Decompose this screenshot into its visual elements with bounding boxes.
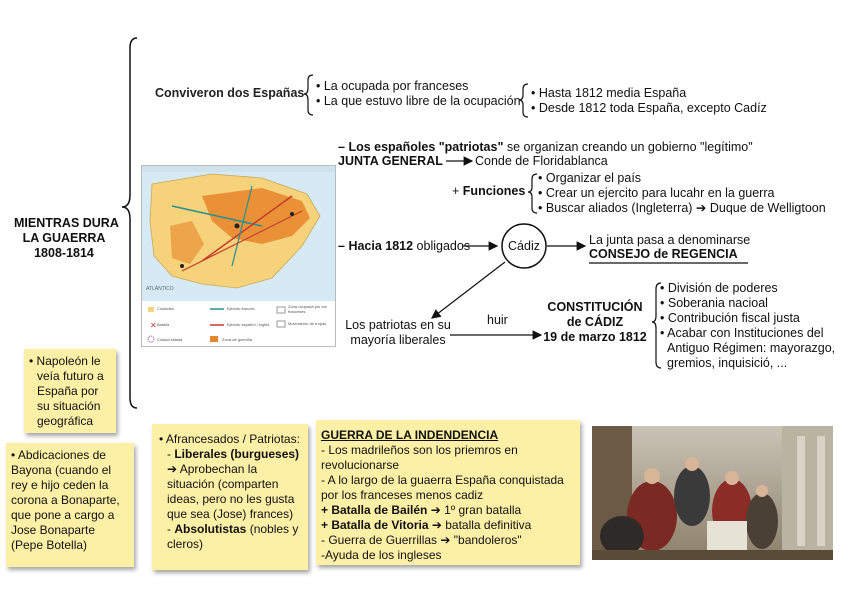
patriotas-line: – Los españoles "patriotas" se organizan creando un gobierno "legítimo"	[338, 140, 753, 154]
svg-text:✕: ✕	[150, 321, 157, 330]
cadiz-label: Cádiz	[508, 239, 540, 253]
map-sea-label: ATLÁNTICO	[146, 286, 174, 292]
constitucion-cadiz: CONSTITUCIÓN de CÁDIZ 19 de marzo 1812	[543, 300, 647, 344]
note-afrancesados: • Afrancesados / Patriotas: - Liberales (burgueses) ➔ Aprobechan la situación (comparten ideas, pero no les gusta que sea (Jose) frances) - Absolutistas (nobles y cleros)	[152, 424, 308, 570]
dos-espanas-brace	[304, 75, 313, 115]
regencia-line1: La junta pasa a denominarse	[589, 233, 751, 247]
funciones-label: + Funciones	[452, 184, 526, 198]
dos-espanas-list: • La ocupada por franceses • La que estuvo libre de la ocupación	[316, 79, 521, 109]
junta-general: JUNTA GENERAL	[338, 154, 443, 168]
hacia-1812: – Hacia 1812 obligados	[338, 239, 471, 253]
patriotas-liberales: Los patriotas en su mayoría liberales	[345, 318, 451, 347]
root-brace	[122, 38, 137, 408]
note-guerra-independencia: GUERRA DE LA INDENDENCIA - Los madrileños son los priemros en revolucionarse - A lo largo de la guaerra España conquistada por los franceses menos cadiz + Batalla de Bailén ➔ 1º gran batalla + Batalla de Vitoria ➔ batalla definitiva - Guerra de Guerrillas ➔ "bandoleros" -Ayuda de los ingleses	[316, 420, 580, 565]
huir-label: huir	[487, 313, 508, 327]
note-bayona: • Abdicaciones de Bayona (cuando el rey e hijo ceden la corona a Bonaparte, que pone a cargo a Jose Bonaparte (Pepe Botella)	[6, 443, 134, 567]
conde-floridablanca: Conde de Floridablanca	[475, 154, 608, 168]
root-title: MIENTRAS DURA LA GUAERRA 1808-1814	[14, 216, 119, 260]
constitucion-list: • División de poderes • Soberania nacioal • Contribución fiscal justa • Acabar con Instituciones del Antiguo Régimen: mayorazgo, gremios, inquisició, ...	[660, 281, 835, 371]
painting-cortes-cadiz	[592, 426, 833, 560]
consejo-regencia: CONSEJO de REGENCIA	[589, 247, 738, 261]
arrow-cadiz-patriotas	[432, 262, 505, 318]
funciones-list: • Organizar el país • Crear un ejercito para lucahr en la guerra • Buscar aliados (Ingleterra) ➔ Duque de Welligtoon	[538, 171, 826, 216]
dos-espanas-label: Conviveron dos Españas	[155, 86, 305, 100]
dos-espanas-sublist: • Hasta 1812 media España • Desde 1812 toda España, excepto Cadíz	[531, 86, 767, 116]
funciones-brace	[528, 174, 537, 213]
note-napoleon: • Napoleón le veía futuro a España por su situación geográfica	[24, 349, 116, 433]
guerra-title: GUERRA DE LA INDENDENCIA	[321, 428, 499, 442]
peninsula-map: ✕ ATLÁNTICO Ciudades Ejército francés Zona ocupada por los franceses Batalla Ejército español / inglés Movimiento de tropas Ciudad sitiada Zona de guerrilla	[141, 165, 336, 347]
